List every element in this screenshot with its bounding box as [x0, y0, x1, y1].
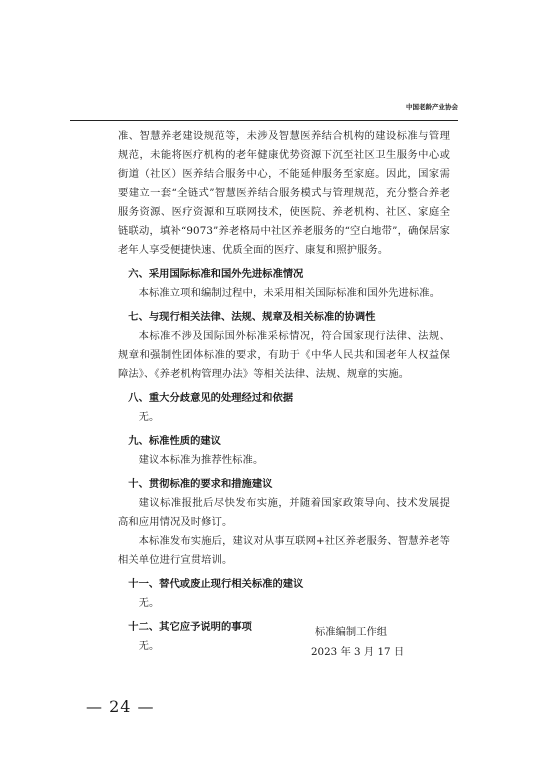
- section-8: [118, 389, 450, 427]
- section-10: [118, 475, 450, 570]
- section-heading: 九、标准性质的建议: [128, 435, 221, 447]
- document-body: [118, 127, 450, 656]
- page-header: [70, 100, 458, 121]
- section-paragraph: 本标准发布实施后，建议对从事互联网+社区养老服务、智慧养老等相关单位进行宣贯培训。: [118, 535, 450, 566]
- header-organization: 中国老龄产业协会: [406, 103, 458, 111]
- section-heading: 十、贯彻标准的要求和措施建议: [128, 478, 273, 490]
- section-paragraph: 本标准立项和编制过程中，未采用相关国际标准和国外先进标准。: [138, 287, 441, 299]
- section-paragraph: 无。: [138, 597, 160, 609]
- section-9: [118, 432, 450, 470]
- section-paragraph: 无。: [138, 640, 160, 652]
- section-11: [118, 575, 450, 613]
- signature-group: 标准编制工作组: [315, 626, 388, 638]
- section-heading: 十一、替代或废止现行相关标准的建议: [128, 578, 304, 590]
- intro-paragraph: 准、智慧养老建设规范等，未涉及智慧医养结合机构的建设标准与管理规范，未能将医疗机构的老年健康优势资源下沉至社区卫生服务中心或街道（社区）医养结合服务中心，不能延伸服务至家庭。因此，国家需要建立一套“全链式”智慧医养结合服务模式与管理规范，充分整合养老服务资源、医疗资源和互联网技术，使医院、养老机构、社区、家庭全链联动，填补“9073”养老格局中社区养老服务的“空白地带”，确保居家老年人享受便捷快速、优质全面的医疗、康复和照护服务。: [118, 130, 450, 256]
- section-heading: 八、重大分歧意见的处理经过和依据: [128, 392, 294, 404]
- section-heading: 六、采用国际标准和国外先进标准情况: [128, 268, 304, 280]
- section-paragraph: 无。: [138, 411, 160, 423]
- section-heading: 七、与现行相关法律、法规、规章及相关标准的协调性: [128, 311, 376, 323]
- section-6: [118, 265, 450, 303]
- section-paragraph: 本标准不涉及国际国外标准采标情况，符合国家现行法律、法规、规章和强制性团体标准的要求，有助于《中华人民共和国老年人权益保障法》、《养老机构管理办法》等相关法律、法规、规章的实施。: [118, 330, 450, 380]
- section-heading: 十二、其它应予说明的事项: [128, 621, 252, 633]
- section-paragraph: 建议标准报批后尽快发布实施，并随着国家政策导向、技术发展提高和应用情况及时修订。: [118, 497, 450, 528]
- signature-date: 2023 年 3 月 17 日: [311, 646, 405, 658]
- signature-block: [311, 622, 405, 662]
- page-number: — 24 —: [86, 697, 155, 716]
- section-paragraph: 建议本标准为推荐性标准。: [138, 454, 264, 466]
- section-7: [118, 308, 450, 384]
